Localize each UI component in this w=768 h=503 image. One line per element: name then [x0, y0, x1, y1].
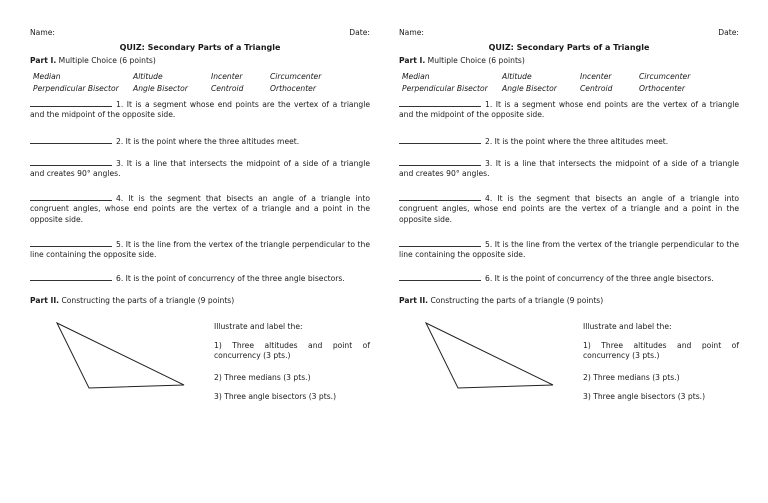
question-text: 4. It is the segment that bisects an angle of a triangle into congruent angles, whose end points are the vertex of a triangle and a point in the opposite side.	[30, 194, 370, 224]
question-item	[399, 193, 739, 225]
question-item	[399, 99, 739, 121]
illustrate-item: 2) Three medians (3 pts.)	[214, 373, 311, 382]
illustrate-title: Illustrate and label the:	[214, 322, 303, 331]
triangle-figure	[56, 320, 186, 392]
question-item	[399, 239, 739, 261]
question-text: 1. It is a segment whose end points are the vertex of a triangle and the midpoint of the opposite side.	[30, 100, 370, 120]
choice-bank	[33, 72, 370, 96]
question-text: 3. It is a line that intersects the midpoint of a side of a triangle and creates 90° angles.	[399, 159, 739, 179]
question-item	[30, 239, 370, 261]
choice-item: Altitude	[502, 72, 532, 81]
quiz-title: QUIZ: Secondary Parts of a Triangle	[119, 43, 281, 52]
choice-item: Perpendicular Bisector	[402, 84, 488, 93]
choice-row	[33, 72, 370, 84]
part2-label: Part II.	[399, 296, 429, 305]
date-label: Date:	[349, 28, 370, 37]
answer-blank[interactable]	[399, 273, 481, 281]
choice-bank	[402, 72, 739, 96]
question-item	[30, 193, 370, 225]
choice-item: Orthocenter	[270, 84, 316, 93]
question-text: 1. It is a segment whose end points are the vertex of a triangle and the midpoint of the opposite side.	[399, 100, 739, 120]
question-text: 4. It is the segment that bisects an angle of a triangle into congruent angles, whose end points are the vertex of a triangle and a point in the opposite side.	[399, 194, 739, 224]
part2-description: Constructing the parts of a triangle (9 points)	[61, 296, 235, 305]
choice-item: Median	[33, 72, 61, 81]
part2-heading	[399, 296, 603, 306]
quiz-title: QUIZ: Secondary Parts of a Triangle	[488, 43, 650, 52]
header-row	[30, 28, 370, 38]
answer-blank[interactable]	[30, 158, 112, 166]
question-item	[30, 136, 370, 147]
illustrate-item: 3) Three angle bisectors (3 pts.)	[583, 392, 706, 401]
choice-item: Incenter	[211, 72, 243, 81]
question-item	[30, 99, 370, 121]
choice-item: Centroid	[211, 84, 244, 93]
question-text: 2. It is the point where the three altitudes meet.	[485, 137, 669, 146]
question-item	[399, 273, 739, 284]
illustrate-title: Illustrate and label the:	[583, 322, 672, 331]
question-item	[399, 136, 739, 147]
question-item	[30, 273, 370, 284]
answer-blank[interactable]	[30, 273, 112, 281]
illustrate-item: 1) Three altitudes and point of concurrency (3 pts.)	[214, 341, 370, 361]
answer-blank[interactable]	[399, 239, 481, 247]
choice-row	[33, 84, 370, 96]
question-text: 2. It is the point where the three altitudes meet.	[116, 137, 300, 146]
part1-label: Part I.	[30, 56, 57, 65]
part1-label: Part I.	[399, 56, 426, 65]
choice-item: Perpendicular Bisector	[33, 84, 119, 93]
question-text: 5. It is the line from the vertex of the triangle perpendicular to the line containing the opposite side.	[399, 240, 739, 260]
answer-blank[interactable]	[30, 136, 112, 144]
part1-heading	[30, 56, 156, 66]
date-label: Date:	[718, 28, 739, 37]
illustrate-item: 2) Three medians (3 pts.)	[583, 373, 680, 382]
answer-blank[interactable]	[399, 158, 481, 166]
triangle-figure	[425, 320, 555, 392]
answer-blank[interactable]	[30, 239, 112, 247]
choice-item: Circumcenter	[270, 72, 322, 81]
answer-blank[interactable]	[30, 193, 112, 201]
answer-blank[interactable]	[399, 136, 481, 144]
choice-item: Incenter	[580, 72, 612, 81]
choice-item: Centroid	[580, 84, 613, 93]
triangle-shape	[56, 320, 186, 392]
part1-heading	[399, 56, 525, 66]
question-text: 6. It is the point of concurrency of the three angle bisectors.	[485, 274, 714, 283]
part2-label: Part II.	[30, 296, 60, 305]
part1-description: Multiple Choice (6 points)	[58, 56, 156, 65]
question-text: 5. It is the line from the vertex of the triangle perpendicular to the line containing the opposite side.	[30, 240, 370, 260]
header-row	[399, 28, 739, 38]
question-item	[399, 158, 739, 180]
choice-row	[402, 72, 739, 84]
triangle-shape	[425, 320, 555, 392]
illustrate-item: 3) Three angle bisectors (3 pts.)	[214, 392, 337, 401]
part2-description: Constructing the parts of a triangle (9 points)	[430, 296, 604, 305]
choice-item: Altitude	[133, 72, 163, 81]
question-item	[30, 158, 370, 180]
answer-blank[interactable]	[399, 99, 481, 107]
name-label: Name:	[30, 28, 55, 37]
name-label: Name:	[399, 28, 424, 37]
question-text: 3. It is a line that intersects the midpoint of a side of a triangle and creates 90° angles.	[30, 159, 370, 179]
illustrate-item: 1) Three altitudes and point of concurrency (3 pts.)	[583, 341, 739, 361]
choice-item: Angle Bisector	[502, 84, 557, 93]
question-text: 6. It is the point of concurrency of the three angle bisectors.	[116, 274, 345, 283]
part2-heading	[30, 296, 234, 306]
answer-blank[interactable]	[30, 99, 112, 107]
choice-item: Orthocenter	[639, 84, 685, 93]
choice-row	[402, 84, 739, 96]
choice-item: Angle Bisector	[133, 84, 188, 93]
choice-item: Median	[402, 72, 430, 81]
choice-item: Circumcenter	[639, 72, 691, 81]
answer-blank[interactable]	[399, 193, 481, 201]
part1-description: Multiple Choice (6 points)	[427, 56, 525, 65]
